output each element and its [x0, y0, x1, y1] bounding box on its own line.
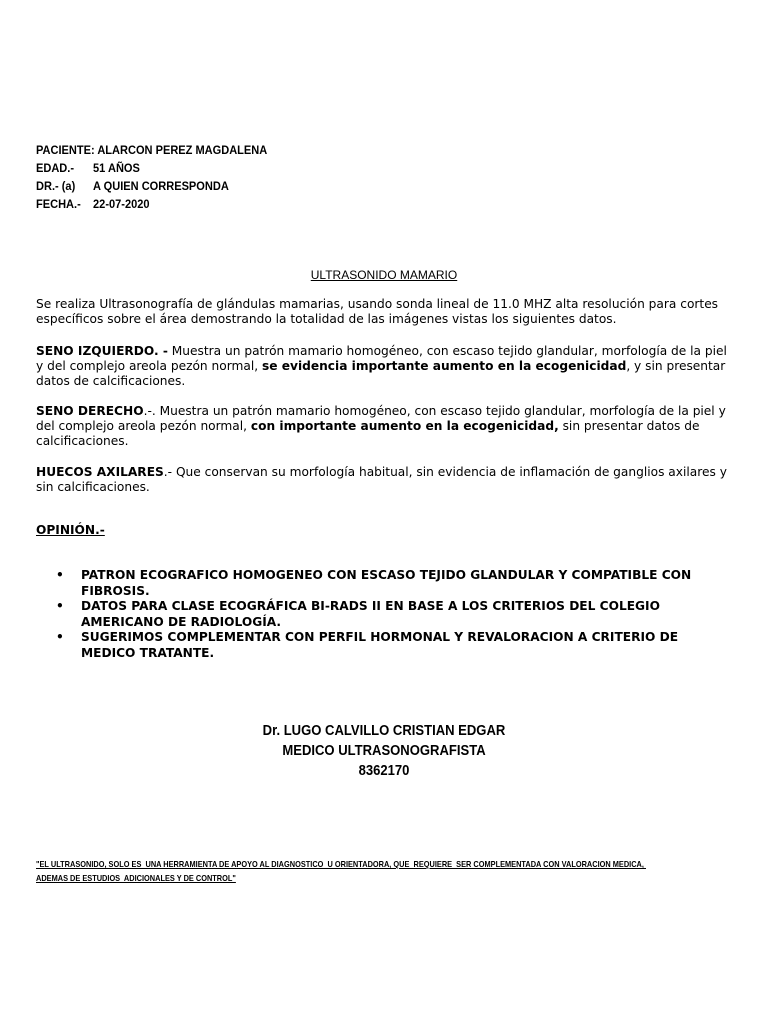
- opinion-title: OPINIÓN.-: [36, 523, 105, 537]
- date-label: FECHA.-: [36, 197, 81, 211]
- age-label: EDAD.-: [36, 161, 75, 175]
- signature-block: [0, 721, 768, 781]
- left-breast-paragraph: [36, 344, 736, 389]
- date-value: 22-07-2020: [93, 197, 150, 211]
- doctor-license: 8362170: [358, 763, 410, 779]
- left-breast-text: Muestra un patrón mamario homogéneo, con escaso tejido glandular, morfología de la piel y del complejo areola pezón normal,: [36, 344, 727, 373]
- opinion-item-text: SUGERIMOS COMPLEMENTAR CON PERFIL HORMONAL Y REVALORACION A CRITERIO DE MEDICO TRATANTE.: [81, 630, 679, 660]
- axillary-label: HUECOS AXILARES: [36, 465, 164, 479]
- doctor-label: DR.- (a): [36, 179, 76, 193]
- disclaimer-line: "EL ULTRASONIDO, SOLO ES UNA HERRAMIENTA DE APOYO AL DIAGNOSTICO U ORIENTADORA, QUE REQUIERE SER COMPLEMENTADA CON VALORACION MEDICA,: [36, 859, 646, 869]
- right-breast-paragraph: [36, 404, 736, 449]
- bullet-icon: •: [56, 630, 64, 644]
- opinion-item-text: PATRON ECOGRAFICO HOMOGENEO CON ESCASO TEJIDO GLANDULAR Y COMPATIBLE CON FIBROSIS.: [81, 568, 692, 598]
- report-intro: Se realiza Ultrasonografía de glándulas mamarias, usando sonda lineal de 11.0 MHZ alta resolución para cortes específicos sobre el área demostrando la totalidad de las imágenes vistas los siguientes datos.: [36, 297, 719, 326]
- opinion-item: [36, 630, 736, 661]
- right-breast-label: SENO DERECHO: [36, 404, 144, 418]
- disclaimer: [36, 857, 712, 885]
- bullet-icon: •: [56, 568, 64, 582]
- opinion-item: [36, 568, 736, 599]
- axillary-text: .- Que conservan su morfología habitual, sin evidencia de inflamación de ganglios axilares y sin calcificaciones.: [36, 465, 727, 494]
- left-breast-finding: se evidencia importante aumento en la ecogenicidad: [261, 359, 627, 373]
- patient-name-row: [36, 141, 267, 159]
- left-breast-label: SENO IZQUIERDO. -: [36, 344, 168, 358]
- left-breast-text-end: , y sin presentar datos de calcificaciones.: [36, 359, 726, 388]
- opinion-list: [36, 568, 736, 661]
- doctor-row: [36, 177, 267, 195]
- doctor-name: Dr. LUGO CALVILLO CRISTIAN EDGAR: [262, 723, 506, 739]
- doctor-role: MEDICO ULTRASONOGRAFISTA: [282, 743, 486, 759]
- opinion-item-text: DATOS PARA CLASE ECOGRÁFICA BI-RADS II EN BASE A LOS CRITERIOS DEL COLEGIO AMERICANO DE RADIOLOGÍA.: [81, 599, 660, 629]
- disclaimer-line: ADEMAS DE ESTUDIOS ADICIONALES Y DE CONTROL": [36, 873, 236, 883]
- patient-info: [36, 141, 287, 213]
- age-row: [36, 159, 267, 177]
- right-breast-text: .-. Muestra un patrón mamario homogéneo, con escaso tejido glandular, morfología de la piel y del complejo areola pezón normal,: [36, 404, 726, 433]
- age-value: 51 AÑOS: [93, 161, 140, 175]
- right-breast-text-end: sin presentar datos de calcificaciones.: [36, 419, 700, 448]
- doctor-value: A QUIEN CORRESPONDA: [93, 179, 229, 193]
- opinion-item: [36, 599, 736, 630]
- patient-name: PACIENTE: ALARCON PEREZ MAGDALENA: [36, 143, 268, 157]
- report-title: ULTRASONIDO MAMARIO: [310, 268, 458, 282]
- axillary-paragraph: [36, 465, 736, 495]
- date-row: [36, 195, 267, 213]
- right-breast-finding: con importante aumento en la ecogenicidad,: [250, 419, 559, 433]
- bullet-icon: •: [56, 599, 64, 613]
